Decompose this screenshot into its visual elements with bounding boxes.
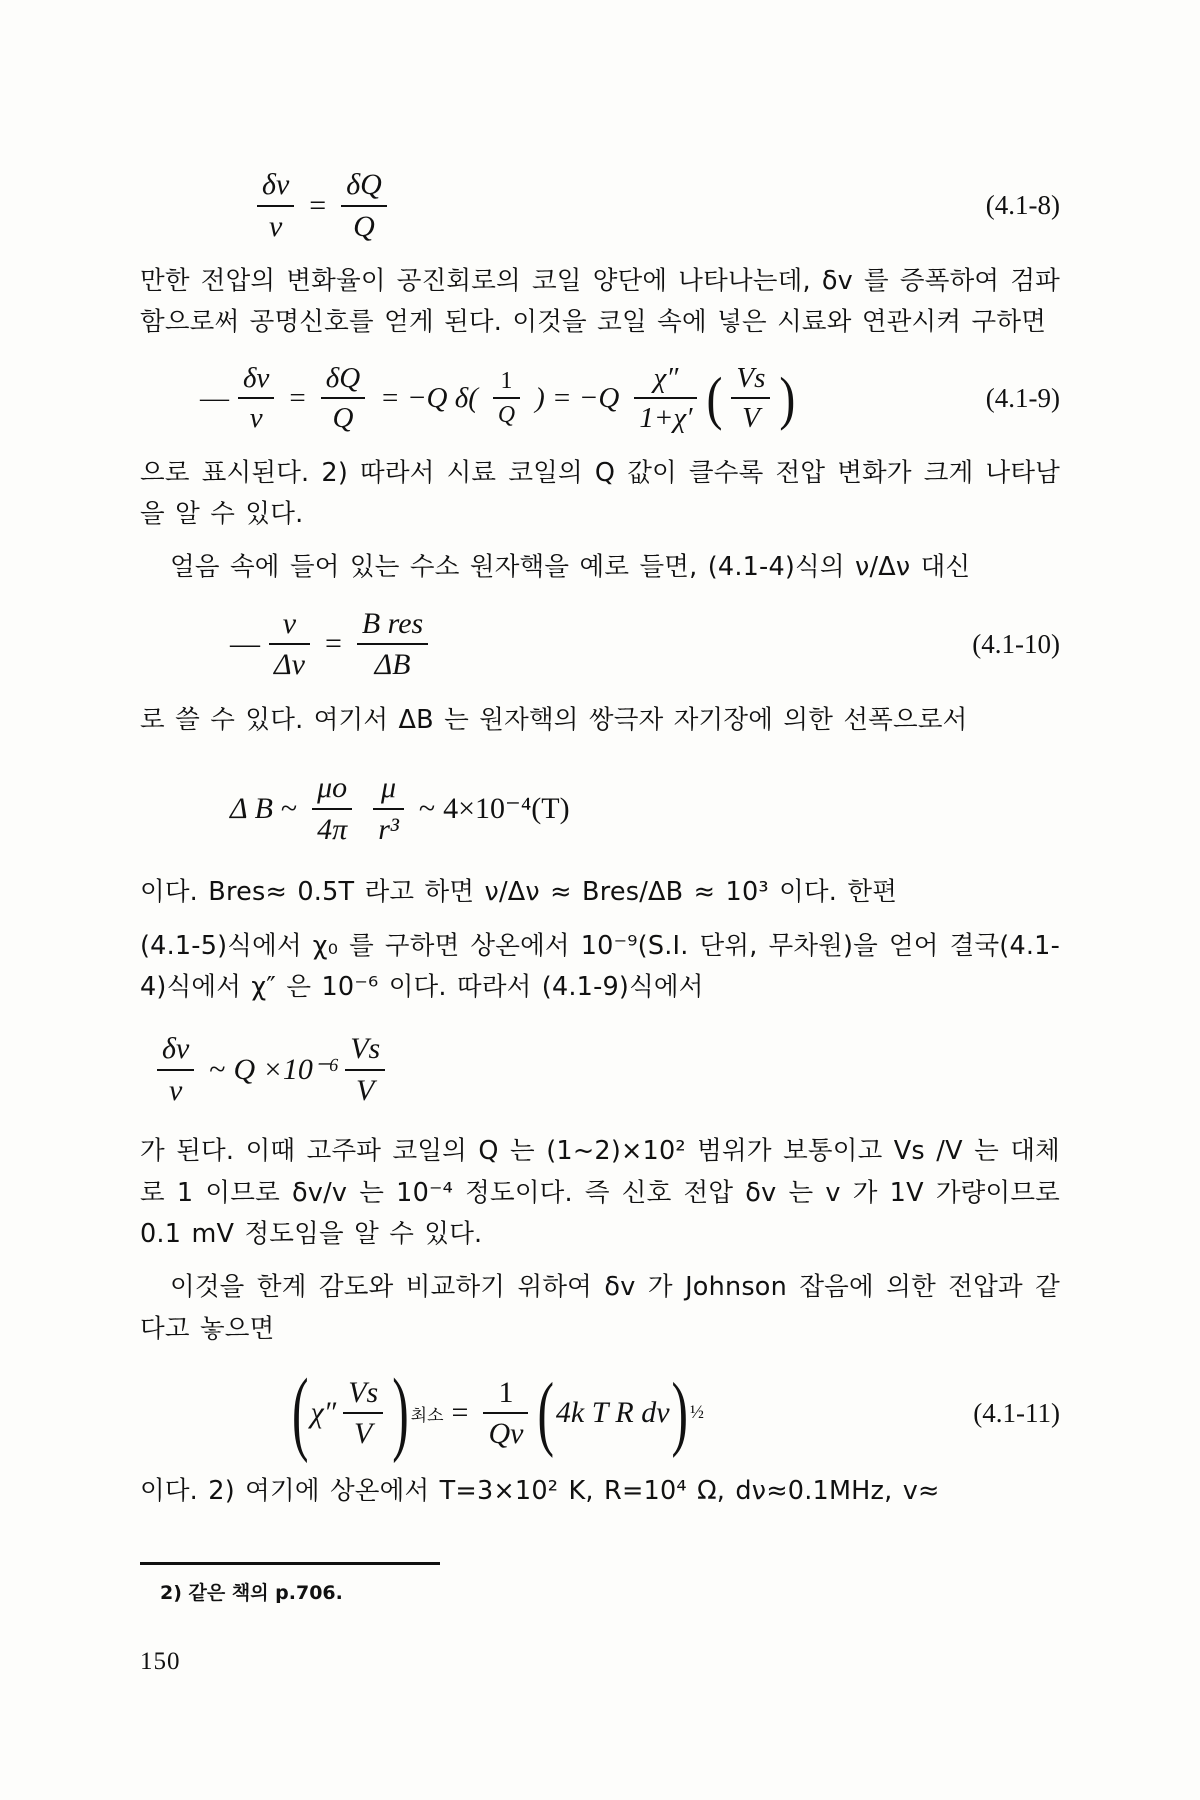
paragraph-5b: (4.1-5)식에서 χ₀ 를 구하면 상온에서 10⁻⁹(S.I. 단위, 무차원)을 얻어 결국(4.1-4)식에서 χ″ 은 10⁻⁶ 이다. 따라서 (4.1-9)식에서 [140, 930, 1060, 1002]
fraction-numerator: 1 [498, 1375, 514, 1409]
fraction-chi-over-one-plus-chi [634, 362, 697, 435]
page-content [140, 150, 1060, 1524]
fraction-numerator: Vs [350, 1032, 381, 1066]
left-paren: ( [706, 364, 723, 432]
fraction-numerator: δv [162, 1032, 190, 1066]
paragraph-3: 얼음 속에 들어 있는 수소 원자핵을 예로 들면, (4.1-4)식의 ν/Δν 대신 [170, 552, 971, 583]
right-paren: ) [779, 364, 796, 432]
fraction-dQ-over-Q [321, 362, 365, 435]
equation-4-1-8 [140, 168, 1060, 243]
right-paren-2: ) [671, 1365, 689, 1459]
paragraph-1: 만한 전압의 변화율이 공진회로의 코일 양단에 나타나는데, δv 를 증폭하여 검파함으로써 공명신호를 얻게 된다. 이것을 코일 속에 넣은 시료와 연관시켜 구하면 [140, 266, 1060, 338]
paragraph-7: 이것을 한계 감도와 비교하기 위하여 δv 가 Johnson 잡음에 의한 전압과 같다고 놓으면 [140, 1272, 1060, 1344]
fraction-denominator: Q [332, 402, 354, 435]
fraction-denominator: r³ [378, 812, 399, 846]
fraction-nu-over-delta-nu [269, 607, 310, 682]
equation-delta-B [140, 771, 1060, 846]
fraction-denominator: v [268, 209, 283, 243]
johnson-noise-term: 4k T R dν [555, 1396, 670, 1430]
fraction-numerator: Vs [348, 1375, 379, 1409]
fraction-denominator: V [354, 1417, 373, 1451]
tilde-1: ~ [280, 791, 298, 825]
fraction-numerator: μ [380, 771, 397, 805]
fraction-bar [341, 205, 387, 207]
fraction-numerator: ν [282, 606, 297, 640]
paragraph-4: 로 쓸 수 있다. 여기서 ΔB 는 원자핵의 쌍극자 자기장에 의한 선폭으로서 [140, 704, 968, 735]
fraction-bar [634, 397, 697, 399]
equation-4-1-8-body [250, 168, 394, 243]
fraction-denominator: Q [353, 209, 375, 243]
fraction-bar [269, 643, 310, 645]
equation-dv-over-v-estimate [140, 1032, 1060, 1107]
fraction-numerator: δQ [346, 168, 382, 201]
fraction-one-over-Q [493, 368, 520, 429]
fraction-Vs-over-V [731, 362, 770, 435]
fraction-denominator: v [168, 1073, 183, 1107]
fraction-dv-over-v [157, 1032, 194, 1107]
left-paren-2: ( [537, 1365, 554, 1459]
fraction-Vs-over-V [343, 1376, 383, 1451]
fraction-bar [343, 1412, 383, 1414]
fraction-mu-over-r3 [373, 771, 404, 846]
fraction-denominator: V [356, 1073, 375, 1107]
fraction-bar [238, 397, 274, 399]
fraction-bar [157, 1069, 194, 1071]
fraction-bar [493, 397, 520, 399]
close-paren-minus-Q: ) = −Q [535, 381, 620, 414]
delta-B-label: Δ B [230, 791, 273, 825]
tilde-2: ~ [418, 791, 436, 825]
fraction-denominator: V [742, 402, 760, 435]
fraction-numerator: Vs [736, 361, 766, 394]
fraction-bar [731, 397, 770, 399]
fraction-denominator: v [249, 402, 263, 435]
fraction-denominator: 4π [317, 812, 348, 846]
fraction-bar [312, 808, 352, 810]
delta-B-value: 4×10⁻⁴(T) [443, 792, 570, 826]
footnote-text: 2) 같은 책의 p.706. [160, 1582, 343, 1604]
equation-4-1-11 [140, 1359, 1060, 1465]
fraction-numerator: 1 [500, 367, 513, 394]
exponent-one-half: ½ [690, 1402, 704, 1424]
fraction-bar [373, 808, 404, 810]
subscript-minimum: 최소 [410, 1405, 444, 1426]
fraction-numerator: δv [243, 361, 270, 394]
fraction-Vs-over-V [345, 1032, 385, 1107]
fraction-dv-over-v [257, 168, 294, 243]
page-number: 150 [140, 1648, 181, 1675]
tilde: ~ [209, 1052, 226, 1086]
fraction-numerator: δv [262, 168, 290, 201]
fraction-denominator: ΔB [374, 648, 411, 682]
chi-double-prime: χ″ [310, 1396, 337, 1430]
fraction-bar [345, 1069, 385, 1071]
equation-4-1-10 [140, 607, 1060, 682]
fraction-numerator: μo [317, 771, 348, 805]
right-paren: ) [392, 1359, 409, 1465]
equation-number: (4.1-9) [985, 382, 1060, 413]
equation-4-1-9 [140, 362, 1060, 435]
q-times-ten-power: Q ×10⁻⁶ [233, 1053, 340, 1087]
equals-sign: = [309, 188, 327, 222]
fraction-denominator: Q [497, 402, 516, 429]
equals-sign: = [451, 1396, 469, 1430]
equals-sign-1: = [289, 381, 306, 414]
footnote-rule [140, 1562, 440, 1565]
equals-sign: = [324, 627, 342, 661]
fraction-denominator: Qv [488, 1417, 524, 1451]
equation-dv-estimate-body [150, 1032, 392, 1107]
fraction-bar [357, 643, 428, 645]
equation-4-1-10-body: — $\frac{\nu}{\Delta\nu}$ = $\frac{\text{B res}}{\Delta B}$ [230, 607, 435, 682]
left-paren: ( [292, 1359, 309, 1465]
fraction-dv-over-v [238, 362, 274, 435]
equation-4-1-9-body: — $\frac{\delta v}{v}$ = $\frac{\delta Q}{Q}$ = −Q δ( $\frac{1}{Q}$ ) = −Q $\frac{\chi''}{1+\chi'}$ ( $\frac{Vs}{V}$ ) [200, 361, 796, 435]
fraction-one-over-Qv [483, 1376, 528, 1451]
equation-4-1-11-body [290, 1359, 704, 1465]
paragraph-6: 가 된다. 이때 고주파 코일의 Q 는 (1~2)×10² 범위가 보통이고 Vs /V 는 대체로 1 이므로 δv/v 는 10⁻⁴ 정도이다. 즉 신호 전압 δv 는 v 가 1V 가량이므로 0.1 mV 정도임을 알 수 있다. [140, 1136, 1060, 1249]
equation-number: (4.1-10) [972, 628, 1060, 659]
minus-Q-delta-term: = −Q δ( [380, 381, 478, 414]
fraction-bar [257, 205, 294, 207]
fraction-dQ-over-Q [341, 168, 387, 243]
equation-delta-B-body [230, 771, 570, 846]
fraction-denominator: Δν [274, 648, 305, 682]
paragraph-5a: 이다. Bres≈ 0.5T 라고 하면 ν/Δν ≈ Bres/ΔB ≈ 10³ 이다. 한편 [140, 877, 898, 908]
fraction-denominator: 1+χ′ [639, 402, 693, 435]
paragraph-8: 이다. 2) 여기에 상온에서 T=3×10² K, R=10⁴ Ω, dν≈0.1MHz, v≈ [140, 1476, 940, 1507]
fraction-Bres-over-deltaB [357, 607, 428, 682]
fraction-numerator: χ″ [653, 361, 679, 394]
fraction-mu0-over-4pi [312, 771, 352, 846]
fraction-numerator: B res [361, 606, 424, 640]
fraction-bar [483, 1412, 528, 1414]
equation-number: (4.1-8) [985, 190, 1060, 221]
paragraph-2: 으로 표시된다. 2) 따라서 시료 코일의 Q 값이 클수록 전압 변화가 크게 나타남을 알 수 있다. [140, 457, 1060, 530]
equation-number: (4.1-11) [973, 1397, 1060, 1428]
fraction-bar [321, 397, 365, 399]
fraction-numerator: δQ [325, 361, 361, 394]
